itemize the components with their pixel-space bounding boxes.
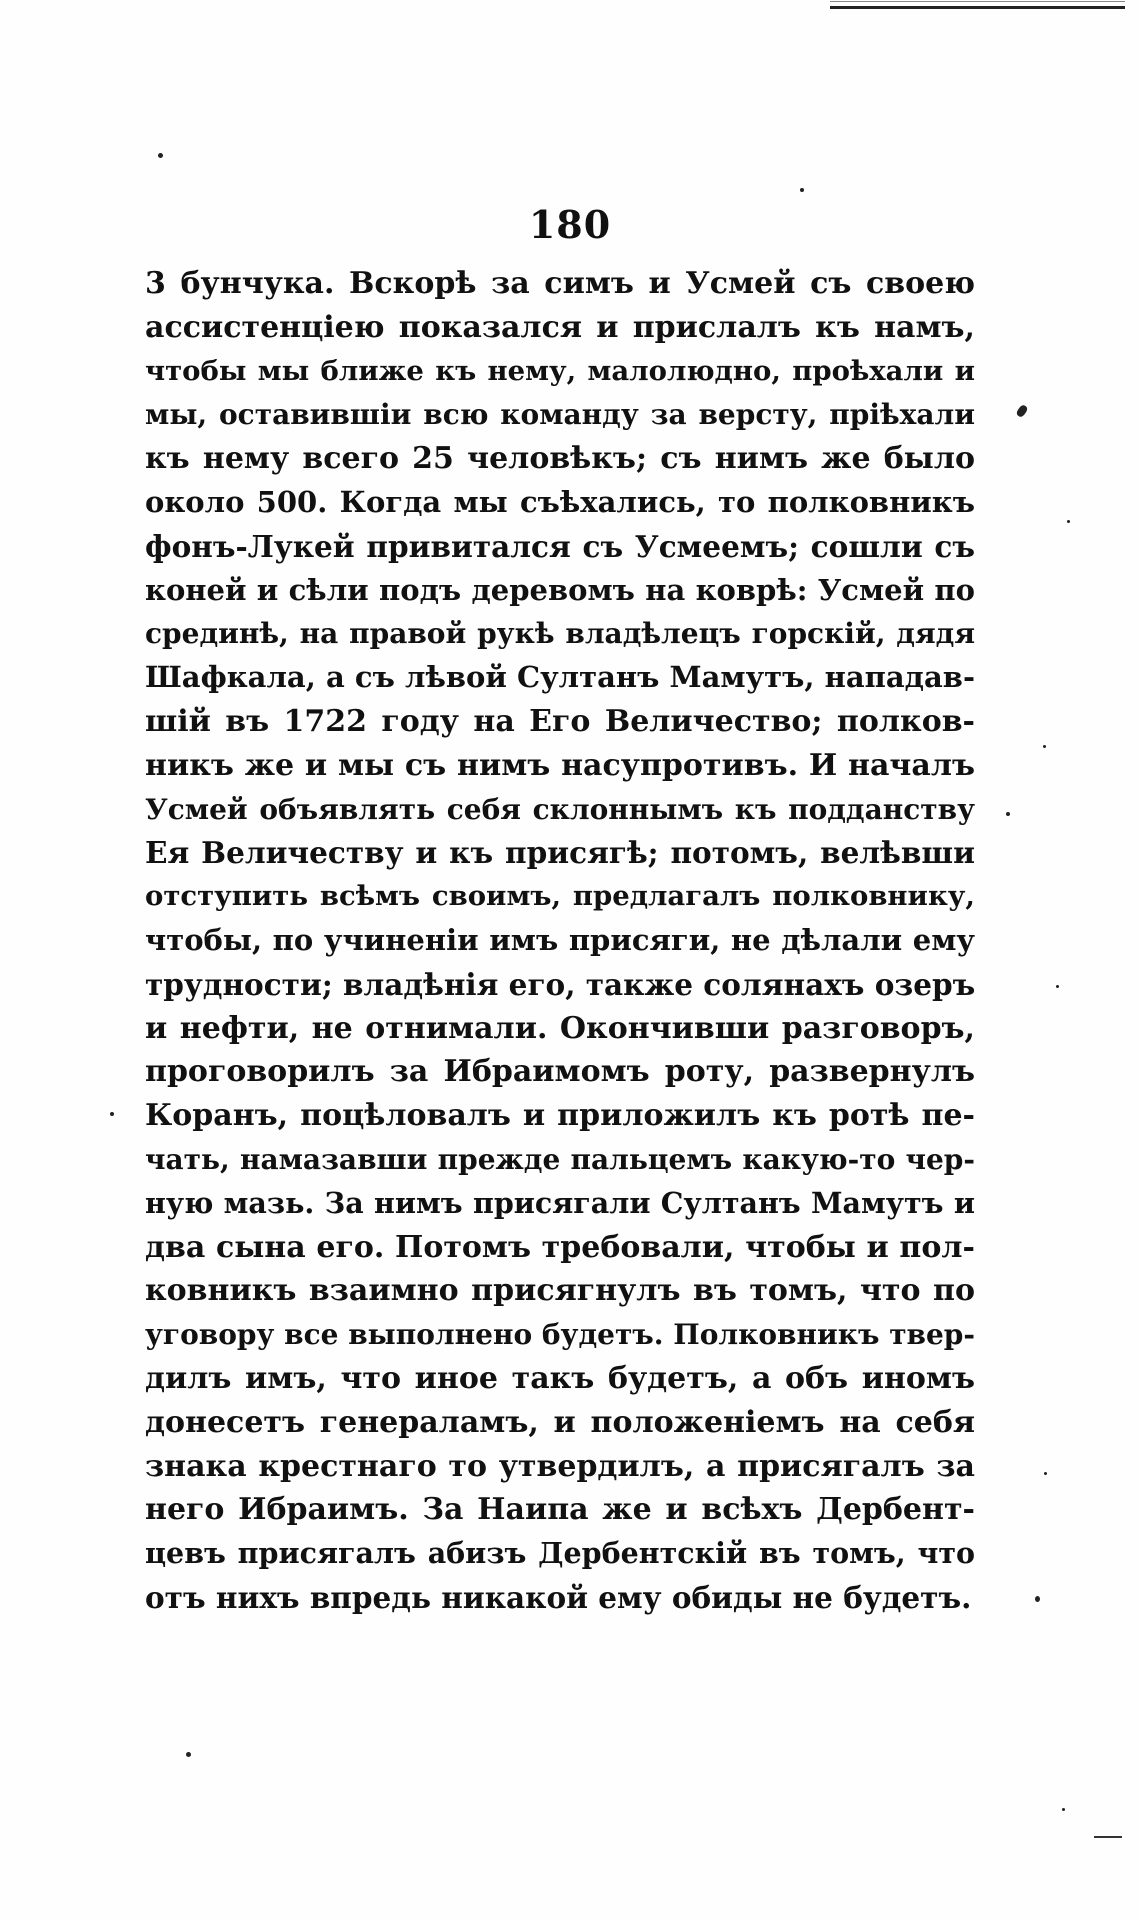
text-line: чать, намазавши прежде пальцемъ какую-то чер- [145, 1142, 975, 1176]
top-edge-rule [830, 6, 1125, 9]
text-line: Шафкала, а съ лѣвой Султанъ Мамутъ, нападав- [145, 660, 975, 695]
text-line: Коранъ, поцѣловалъ и приложилъ къ ротѣ пе- [145, 1098, 975, 1134]
text-line: уговору все выполнено будетъ. Полковникъ твер- [145, 1318, 976, 1352]
text-line: Усмей объявлять себя склоннымъ къ подданству [145, 792, 975, 826]
scan-speck [158, 153, 163, 158]
scan-speck [1015, 404, 1028, 418]
scan-speck [1044, 1472, 1047, 1475]
text-line: дилъ имъ, что иное такъ будетъ, а объ иномъ [145, 1360, 975, 1396]
text-line: мы, оставившіи всю команду за версту, пріѣхали [145, 398, 975, 432]
text-line: знака крестнаго то утвердилъ, а присягалъ за [145, 1448, 975, 1484]
text-line: трудности; владѣнія его, также солянахъ озеръ [145, 966, 976, 1002]
text-line: 3 бунчука. Вскорѣ за симъ и Усмей съ своею [145, 266, 975, 301]
text-line: никъ же и мы съ нимъ насупротивъ. И началъ [145, 747, 975, 783]
body-text [145, 262, 975, 1620]
scan-speck [1043, 745, 1046, 748]
text-line: ковникъ взаимно присягнулъ въ томъ, что по [145, 1273, 975, 1309]
text-line: донесетъ генераламъ, и положеніемъ на себя [145, 1404, 975, 1440]
text-line: и нефти, не отнимали. Окончивши разговоръ, [145, 1010, 975, 1046]
text-line: ассистенціею показался и прислалъ къ намъ, [145, 309, 975, 345]
text-line: отступить всѣмъ своимъ, предлагалъ полковнику, [145, 880, 975, 913]
scan-speck [1062, 1808, 1065, 1811]
text-line: чтобы, по учиненіи имъ присяги, не дѣлали ему [145, 922, 975, 957]
text-line: чтобы мы ближе къ нему, малолюдно, проѣхали и [145, 354, 975, 387]
scan-speck [186, 1752, 191, 1757]
scan-speck [110, 1112, 114, 1116]
text-line: отъ нихъ впредь никакой ему обиды не будетъ. [145, 1579, 972, 1615]
scan-speck [1056, 985, 1059, 988]
scan-speck [1006, 812, 1010, 816]
text-line: около 500. Когда мы съѣхались, то полковникъ [145, 484, 975, 519]
text-line: проговорилъ за Ибраимомъ роту, развернулъ [145, 1054, 975, 1090]
scan-speck [1035, 1596, 1040, 1602]
text-line: фонъ-Лукей привитался съ Усмеемъ; сошли съ [145, 528, 975, 564]
text-line: шій въ 1722 году на Его Величество; полков- [145, 703, 975, 739]
bottom-edge-rule [1094, 1836, 1122, 1838]
top-edge-rule-thin [830, 1, 1125, 2]
text-line: срединѣ, на правой рукѣ владѣлецъ горскій, дядя [145, 617, 975, 651]
scan-speck [1067, 520, 1070, 523]
scan-speck [800, 188, 804, 192]
text-line: Ея Величеству и къ присягѣ; потомъ, велѣвши [145, 835, 975, 871]
text-line: него Ибраимъ. За Наипа же и всѣхъ Дербент- [145, 1492, 975, 1528]
text-line: цевъ присягалъ абизъ Дербентскій въ томъ, что [145, 1536, 975, 1571]
page-number: 180 [528, 202, 612, 247]
text-line: два сына его. Потомъ требовали, чтобы и пол- [145, 1229, 975, 1265]
text-line: коней и сѣли подъ деревомъ на коврѣ: Усмей по [145, 572, 975, 607]
text-line: къ нему всего 25 человѣкъ; съ нимъ же было [145, 441, 975, 477]
text-line: ную мазь. За нимъ присягали Султанъ Мамутъ и [145, 1185, 975, 1220]
